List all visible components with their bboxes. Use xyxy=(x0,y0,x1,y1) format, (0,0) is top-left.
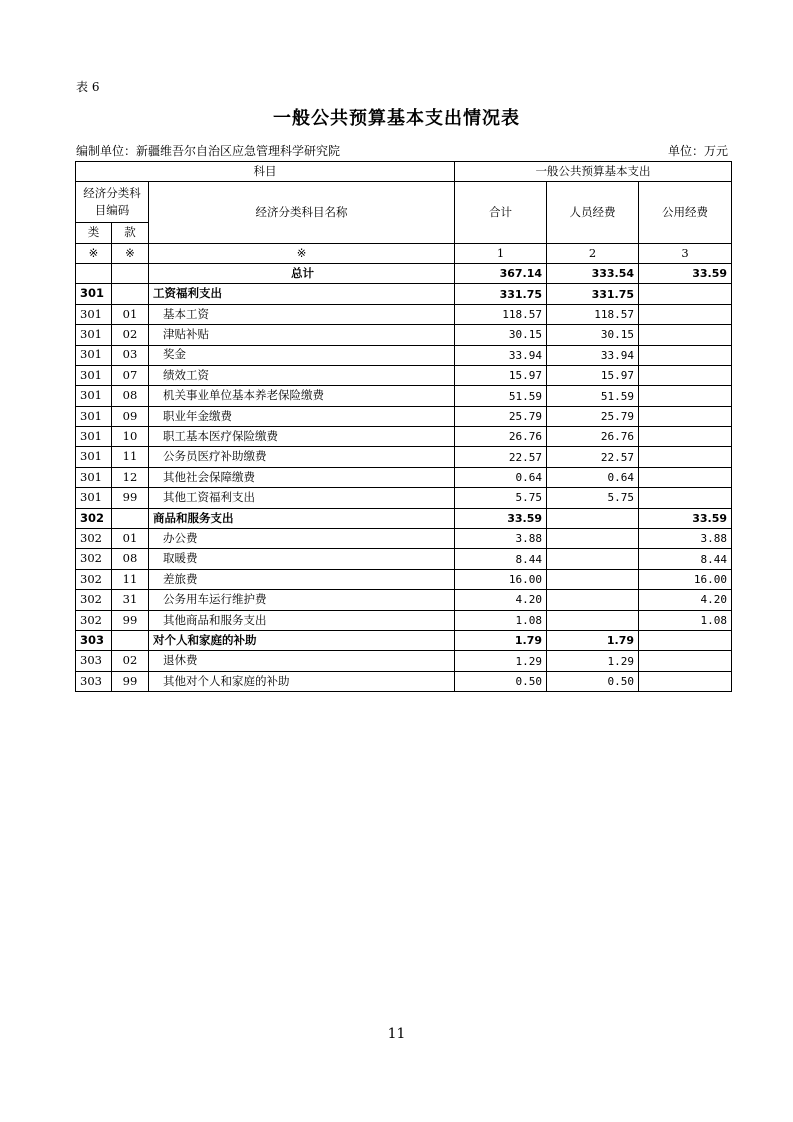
cell-lei: 302 xyxy=(76,590,112,610)
cell-public xyxy=(639,651,732,671)
symbol-kuan: ※ xyxy=(112,243,149,263)
table-row xyxy=(76,427,732,447)
table-row xyxy=(76,263,732,283)
cell-total: 5.75 xyxy=(455,488,547,508)
table-row xyxy=(76,590,732,610)
cell-personnel: 51.59 xyxy=(547,386,639,406)
cell-lei: 301 xyxy=(76,406,112,426)
money-unit: 单位：万元 xyxy=(667,144,728,158)
cell-personnel xyxy=(547,569,639,589)
cell-name: 绩效工资 xyxy=(149,365,455,385)
budget-table xyxy=(75,161,732,692)
header-name: 经济分类科目名称 xyxy=(149,182,455,243)
cell-public: 1.08 xyxy=(639,610,732,630)
cell-public xyxy=(639,365,732,385)
cell-lei xyxy=(76,263,112,283)
cell-public xyxy=(639,304,732,324)
cell-personnel: 33.94 xyxy=(547,345,639,365)
cell-public: 33.59 xyxy=(639,508,732,528)
index-3: 3 xyxy=(639,243,732,263)
cell-public: 3.88 xyxy=(639,529,732,549)
cell-lei: 301 xyxy=(76,325,112,345)
cell-name: 奖金 xyxy=(149,345,455,365)
cell-name: 机关事业单位基本养老保险缴费 xyxy=(149,386,455,406)
cell-public xyxy=(639,447,732,467)
cell-name: 职业年金缴费 xyxy=(149,406,455,426)
cell-public: 8.44 xyxy=(639,549,732,569)
cell-kuan xyxy=(112,508,149,528)
page-title: 一般公共预算基本支出情况表 xyxy=(273,108,520,129)
table-row xyxy=(76,365,732,385)
cell-name: 其他社会保障缴费 xyxy=(149,467,455,487)
cell-public xyxy=(639,284,732,304)
cell-total: 33.59 xyxy=(455,508,547,528)
table-row xyxy=(76,345,732,365)
cell-lei: 302 xyxy=(76,508,112,528)
cell-lei: 303 xyxy=(76,671,112,691)
cell-kuan xyxy=(112,631,149,651)
cell-personnel: 0.64 xyxy=(547,467,639,487)
cell-personnel: 30.15 xyxy=(547,325,639,345)
cell-kuan: 08 xyxy=(112,386,149,406)
cell-kuan: 10 xyxy=(112,427,149,447)
cell-personnel xyxy=(547,610,639,630)
cell-personnel: 5.75 xyxy=(547,488,639,508)
cell-public xyxy=(639,386,732,406)
cell-total: 8.44 xyxy=(455,549,547,569)
cell-total: 25.79 xyxy=(455,406,547,426)
cell-total: 15.97 xyxy=(455,365,547,385)
cell-kuan: 01 xyxy=(112,304,149,324)
cell-public xyxy=(639,406,732,426)
cell-lei: 301 xyxy=(76,365,112,385)
cell-lei: 303 xyxy=(76,651,112,671)
cell-total: 1.79 xyxy=(455,631,547,651)
cell-personnel xyxy=(547,508,639,528)
cell-kuan: 02 xyxy=(112,651,149,671)
cell-personnel: 25.79 xyxy=(547,406,639,426)
table-row xyxy=(76,304,732,324)
cell-personnel: 15.97 xyxy=(547,365,639,385)
cell-public xyxy=(639,345,732,365)
cell-total: 0.64 xyxy=(455,467,547,487)
cell-kuan: 99 xyxy=(112,671,149,691)
table-number: 表 6 xyxy=(76,80,100,94)
cell-lei: 301 xyxy=(76,304,112,324)
cell-public: 33.59 xyxy=(639,263,732,283)
table-row xyxy=(76,529,732,549)
cell-name: 公务用车运行维护费 xyxy=(149,590,455,610)
header-row-4 xyxy=(76,243,732,263)
cell-public xyxy=(639,467,732,487)
cell-lei: 301 xyxy=(76,284,112,304)
cell-name: 公务员医疗补助缴费 xyxy=(149,447,455,467)
cell-personnel xyxy=(547,549,639,569)
cell-kuan: 12 xyxy=(112,467,149,487)
cell-kuan: 01 xyxy=(112,529,149,549)
cell-total: 0.50 xyxy=(455,671,547,691)
cell-total: 1.08 xyxy=(455,610,547,630)
symbol-lei: ※ xyxy=(76,243,112,263)
cell-kuan: 11 xyxy=(112,569,149,589)
cell-kuan: 03 xyxy=(112,345,149,365)
table-row xyxy=(76,325,732,345)
cell-personnel: 1.29 xyxy=(547,651,639,671)
cell-name: 津贴补贴 xyxy=(149,325,455,345)
cell-public xyxy=(639,671,732,691)
cell-public xyxy=(639,325,732,345)
table-row xyxy=(76,569,732,589)
cell-lei: 301 xyxy=(76,427,112,447)
cell-name: 工资福利支出 xyxy=(149,284,455,304)
cell-total: 22.57 xyxy=(455,447,547,467)
cell-lei: 301 xyxy=(76,447,112,467)
cell-kuan: 09 xyxy=(112,406,149,426)
cell-public xyxy=(639,631,732,651)
index-2: 2 xyxy=(547,243,639,263)
cell-lei: 302 xyxy=(76,549,112,569)
table-row xyxy=(76,508,732,528)
header-code-group: 经济分类科目编码 xyxy=(76,182,149,223)
cell-lei: 301 xyxy=(76,488,112,508)
cell-total: 16.00 xyxy=(455,569,547,589)
header-row-2 xyxy=(76,182,732,223)
cell-name: 其他商品和服务支出 xyxy=(149,610,455,630)
cell-total: 118.57 xyxy=(455,304,547,324)
cell-name: 取暖费 xyxy=(149,549,455,569)
cell-personnel: 26.76 xyxy=(547,427,639,447)
cell-lei: 301 xyxy=(76,345,112,365)
cell-total: 26.76 xyxy=(455,427,547,447)
table-row xyxy=(76,610,732,630)
cell-lei: 301 xyxy=(76,467,112,487)
cell-kuan: 08 xyxy=(112,549,149,569)
table-row xyxy=(76,651,732,671)
cell-kuan: 11 xyxy=(112,447,149,467)
cell-name: 差旅费 xyxy=(149,569,455,589)
table-row xyxy=(76,488,732,508)
cell-name: 其他对个人和家庭的补助 xyxy=(149,671,455,691)
table-row xyxy=(76,284,732,304)
cell-kuan: 99 xyxy=(112,610,149,630)
cell-kuan: 99 xyxy=(112,488,149,508)
cell-kuan: 07 xyxy=(112,365,149,385)
cell-lei: 302 xyxy=(76,569,112,589)
cell-public xyxy=(639,427,732,447)
cell-public xyxy=(639,488,732,508)
cell-personnel: 333.54 xyxy=(547,263,639,283)
cell-name: 对个人和家庭的补助 xyxy=(149,631,455,651)
cell-lei: 302 xyxy=(76,610,112,630)
cell-personnel: 1.79 xyxy=(547,631,639,651)
header-budget: 一般公共预算基本支出 xyxy=(455,162,732,182)
cell-total: 3.88 xyxy=(455,529,547,549)
header-lei: 类 xyxy=(76,223,112,243)
table-row xyxy=(76,631,732,651)
cell-public: 16.00 xyxy=(639,569,732,589)
cell-kuan xyxy=(112,284,149,304)
symbol-name: ※ xyxy=(149,243,455,263)
table-row xyxy=(76,386,732,406)
cell-personnel: 331.75 xyxy=(547,284,639,304)
cell-name: 商品和服务支出 xyxy=(149,508,455,528)
cell-total: 30.15 xyxy=(455,325,547,345)
cell-kuan: 31 xyxy=(112,590,149,610)
cell-kuan: 02 xyxy=(112,325,149,345)
header-personnel: 人员经费 xyxy=(547,182,639,243)
cell-personnel xyxy=(547,529,639,549)
table-row xyxy=(76,467,732,487)
cell-total: 331.75 xyxy=(455,284,547,304)
index-1: 1 xyxy=(455,243,547,263)
cell-name: 其他工资福利支出 xyxy=(149,488,455,508)
cell-public: 4.20 xyxy=(639,590,732,610)
header-subject: 科目 xyxy=(76,162,455,182)
cell-personnel: 0.50 xyxy=(547,671,639,691)
cell-lei: 301 xyxy=(76,386,112,406)
cell-total: 51.59 xyxy=(455,386,547,406)
header-public: 公用经费 xyxy=(639,182,732,243)
cell-personnel: 22.57 xyxy=(547,447,639,467)
cell-total: 367.14 xyxy=(455,263,547,283)
header-kuan: 款 xyxy=(112,223,149,243)
cell-lei: 303 xyxy=(76,631,112,651)
cell-name: 总计 xyxy=(149,263,455,283)
cell-name: 退休费 xyxy=(149,651,455,671)
cell-name: 职工基本医疗保险缴费 xyxy=(149,427,455,447)
table-row xyxy=(76,406,732,426)
page-number: 11 xyxy=(387,1026,406,1042)
cell-name: 办公费 xyxy=(149,529,455,549)
cell-name: 基本工资 xyxy=(149,304,455,324)
table-row xyxy=(76,671,732,691)
compiling-unit: 编制单位：新疆维吾尔自治区应急管理科学研究院 xyxy=(76,144,341,158)
cell-personnel: 118.57 xyxy=(547,304,639,324)
cell-total: 33.94 xyxy=(455,345,547,365)
cell-personnel xyxy=(547,590,639,610)
cell-total: 1.29 xyxy=(455,651,547,671)
cell-kuan xyxy=(112,263,149,283)
header-total: 合计 xyxy=(455,182,547,243)
cell-total: 4.20 xyxy=(455,590,547,610)
table-row xyxy=(76,447,732,467)
table-row xyxy=(76,549,732,569)
cell-lei: 302 xyxy=(76,529,112,549)
header-row-1 xyxy=(76,162,732,182)
